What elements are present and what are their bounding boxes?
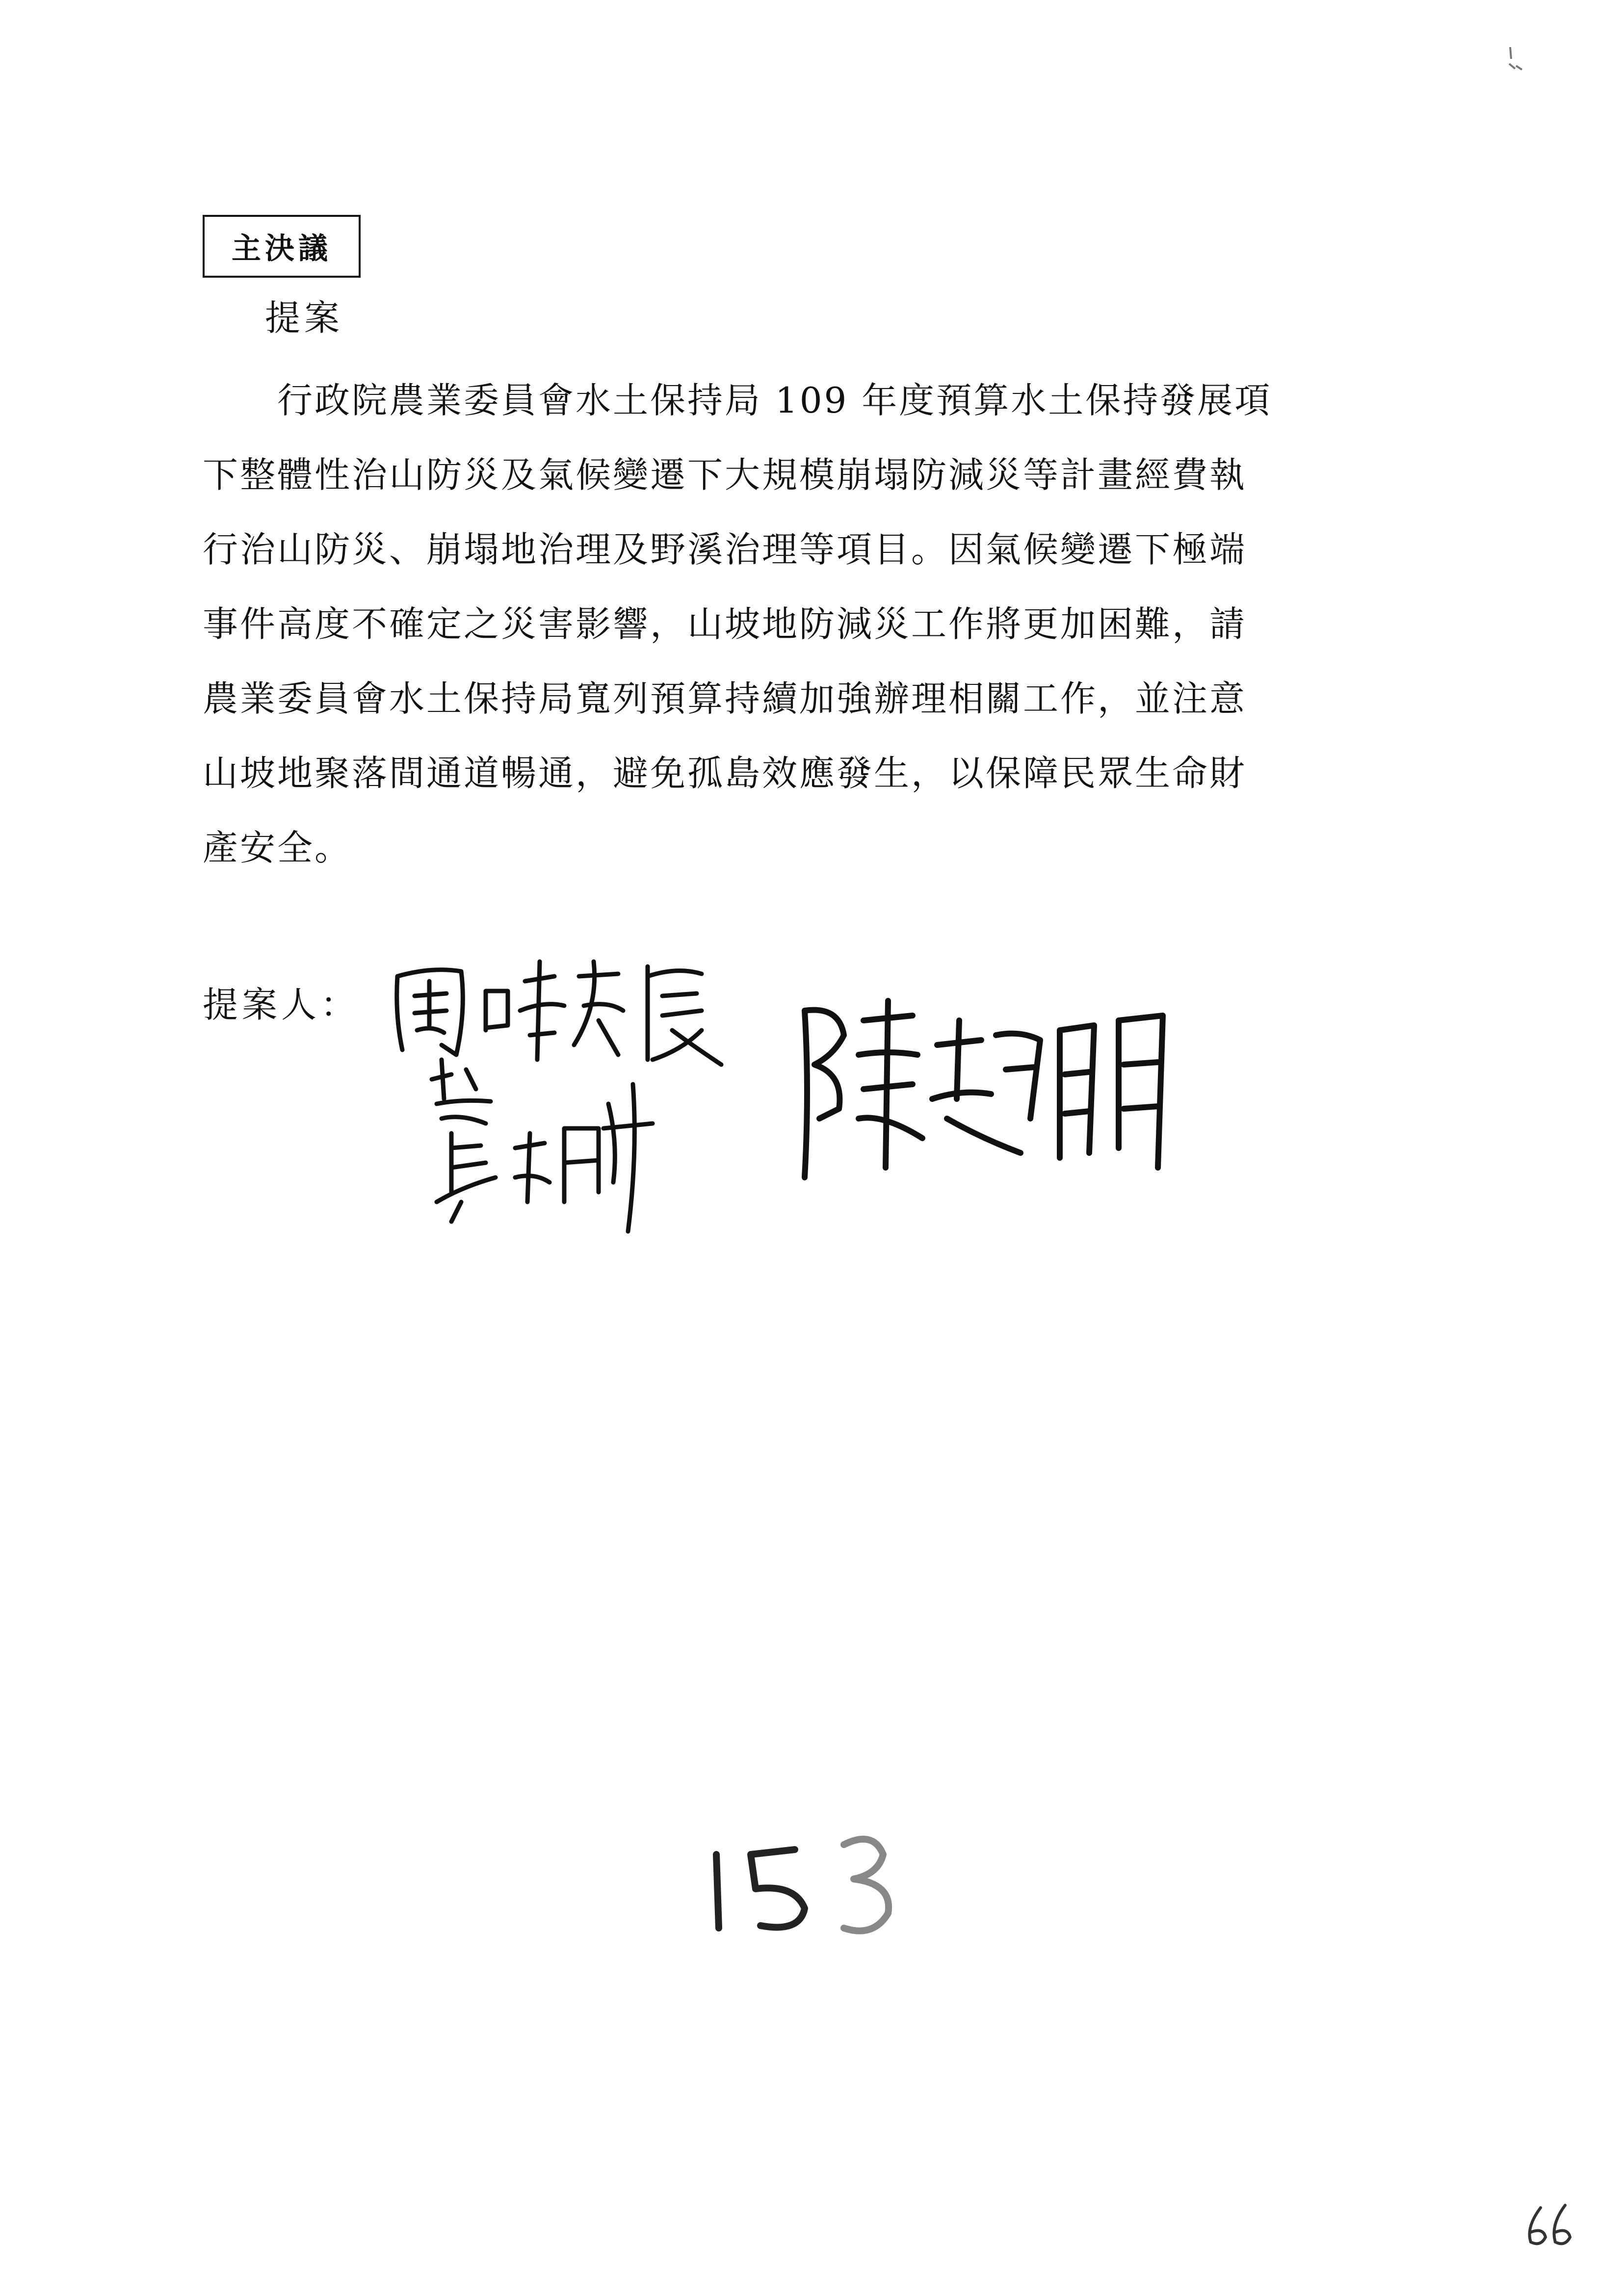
signature-2	[422, 1055, 667, 1241]
body-line: 山坡地聚落間通道暢通，避免孤島效應發生，以保障民眾生命財	[203, 753, 1247, 794]
section-title: 主決議	[232, 232, 332, 266]
proposer-label: 提案人：	[203, 984, 360, 1025]
proposal-heading: 提案	[265, 297, 344, 339]
corner-page-number-handwritten	[1521, 2198, 1575, 2252]
body-line: 事件高度不確定之災害影響，山坡地防減災工作將更加困難，請	[203, 603, 1247, 645]
signature-3	[785, 991, 1187, 1187]
body-line: 行治山防災、崩塌地治理及野溪治理等項目。因氣候變遷下極端	[203, 529, 1247, 570]
body-line: 下整體性治山防災及氣候變遷下大規模崩塌防減災等計畫經費執	[203, 454, 1247, 496]
body-line: 農業委員會水土保持局寬列預算持續加強辦理相關工作，並注意	[203, 678, 1247, 719]
scan-speck-mark	[1506, 44, 1526, 74]
section-title-box	[203, 215, 361, 278]
body-line: 產安全。	[203, 827, 352, 868]
handwritten-page-number	[697, 1815, 952, 1962]
proposal-body	[203, 363, 1449, 885]
body-line: 行政院農業委員會水土保持局 109 年度預算水土保持發展項	[203, 380, 1272, 421]
